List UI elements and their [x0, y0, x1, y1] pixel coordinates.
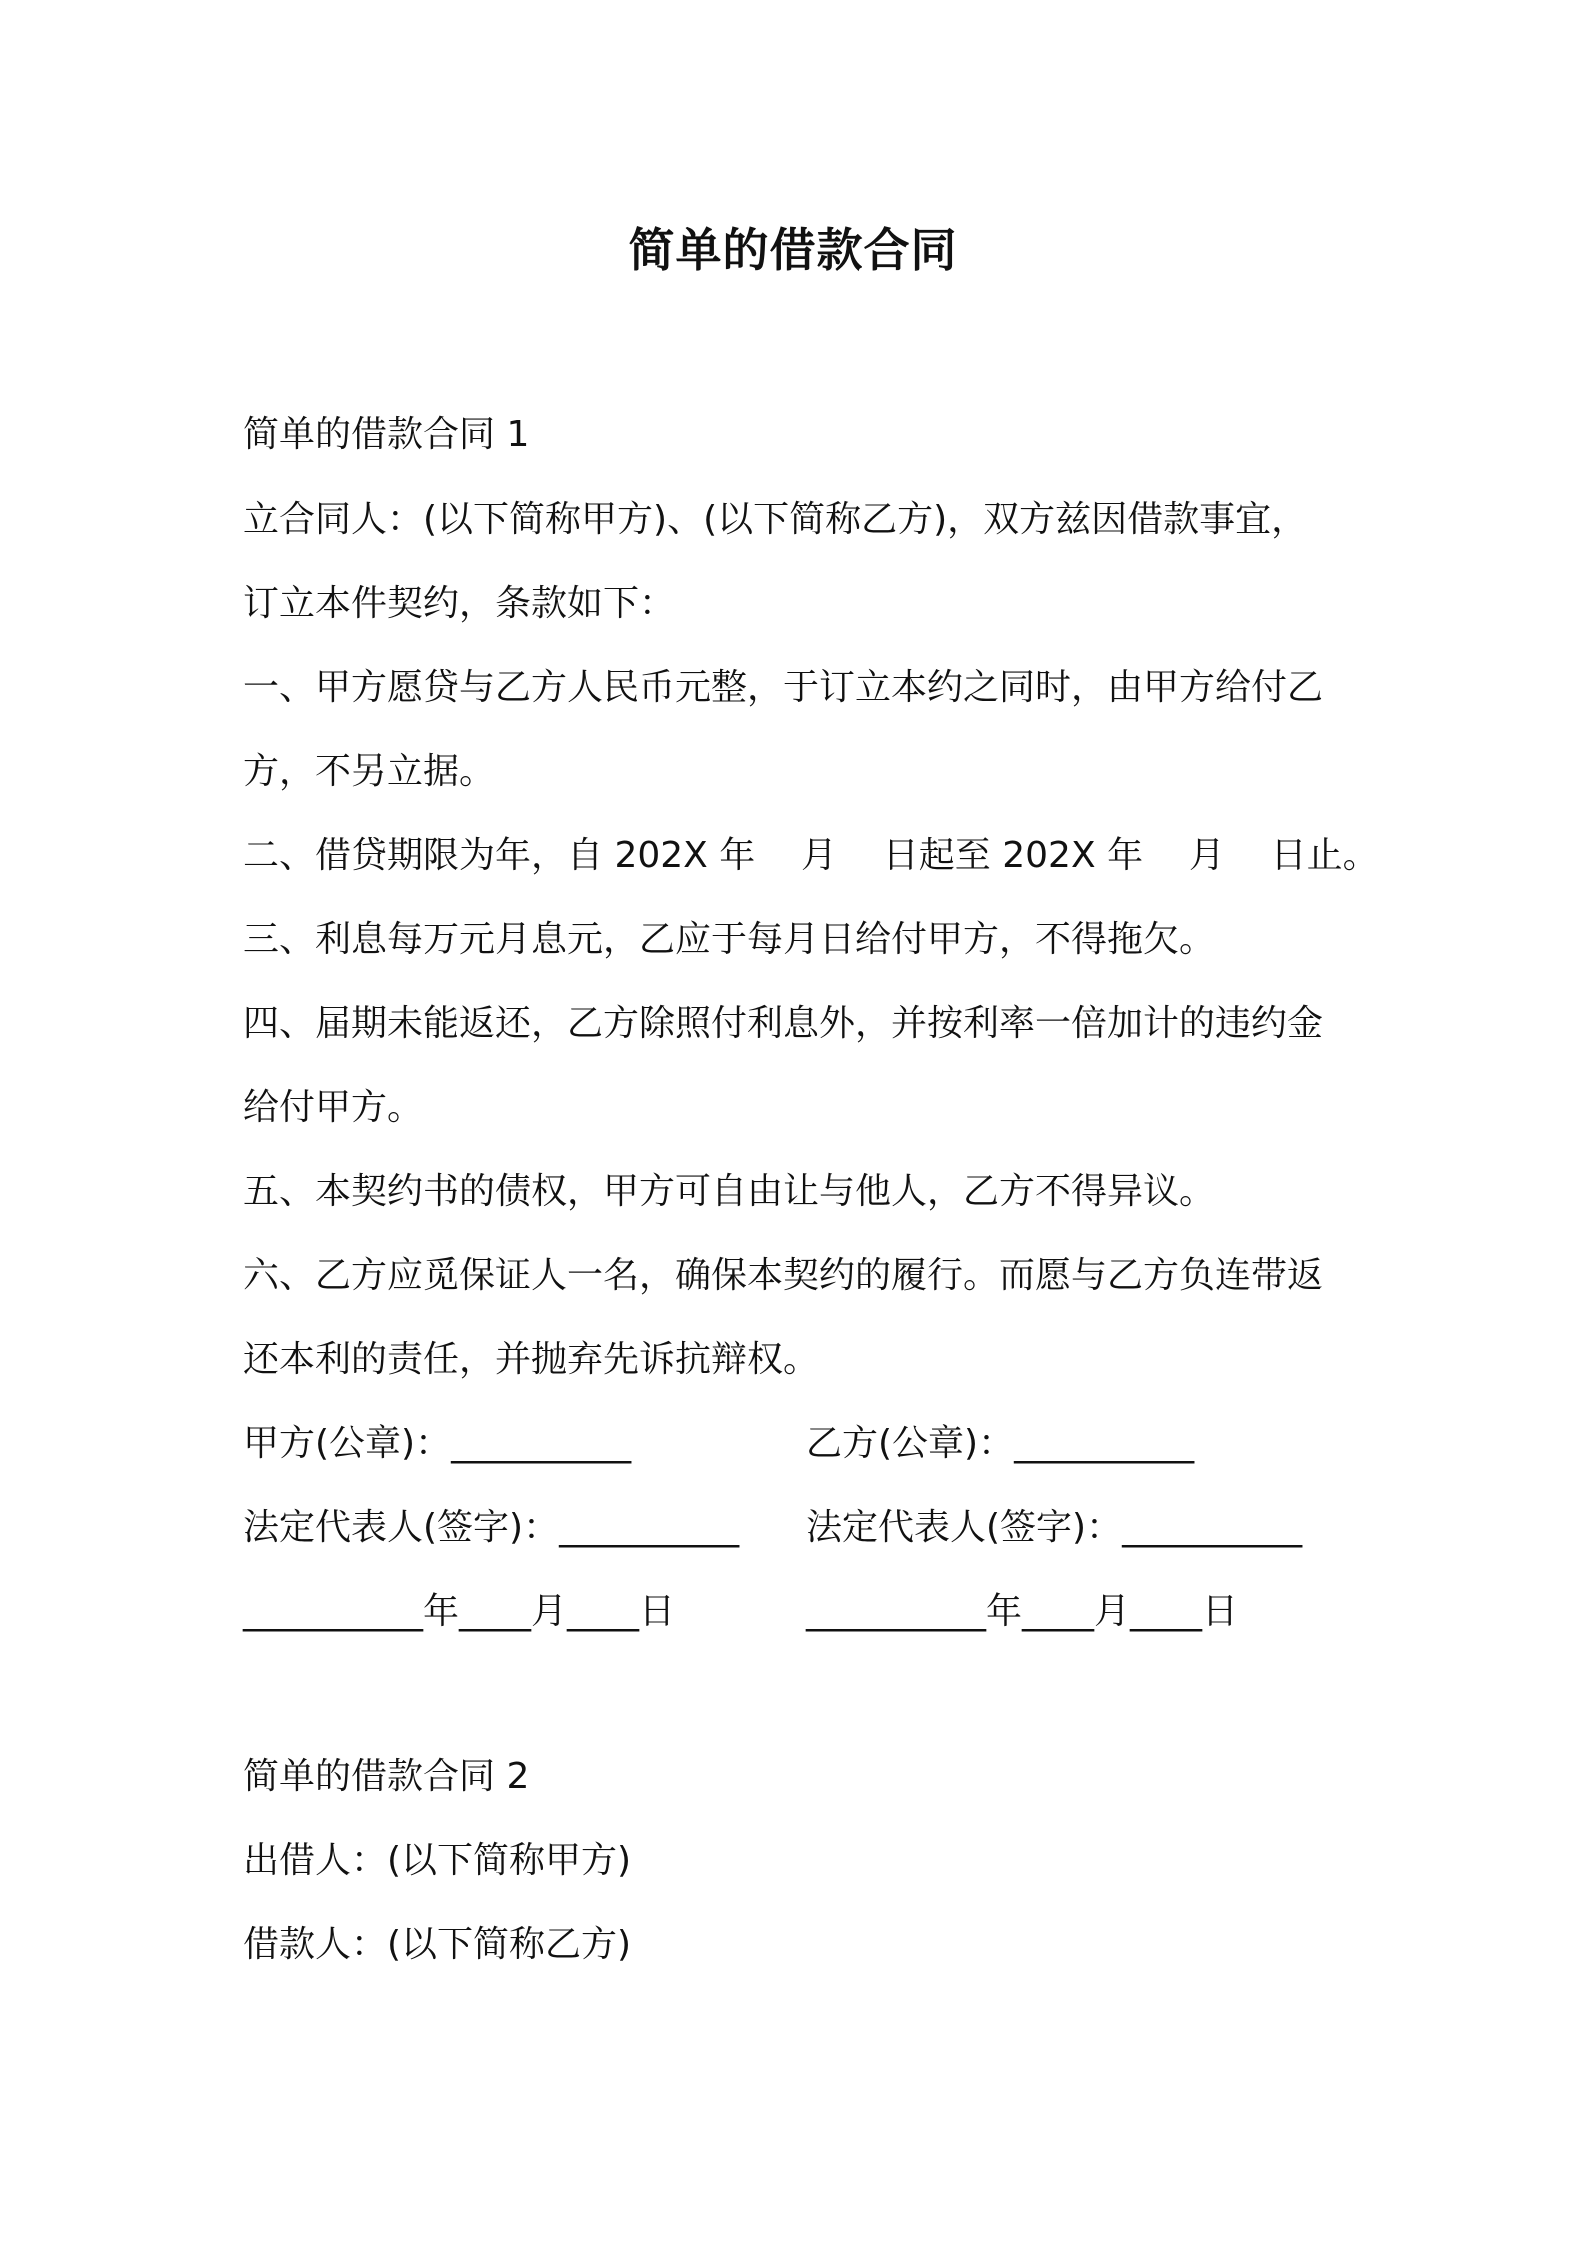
contract1-paragraph-line: 订立本件契约，条款如下： — [243, 583, 676, 624]
contract1-clause-2: 二、借贷期限为年，自 202X 年 月 日起至 202X 年 月 日止。 — [243, 835, 1379, 876]
contract1-clause-3: 三、利息每万元月息元，乙应于每月日给付甲方，不得拖欠。 — [243, 919, 1216, 960]
contract1-paragraph-line: 立合同人：(以下简称甲方)、(以下简称乙方)，双方兹因借款事宜， — [243, 499, 1308, 540]
party-b-representative-field: 法定代表人(签字)：__________ — [806, 1507, 1303, 1548]
party-b-date-field: __________年____月____日 — [806, 1591, 1238, 1632]
party-a-date-field: __________年____月____日 — [243, 1591, 675, 1632]
contract2-lender: 出借人：(以下简称甲方) — [243, 1840, 632, 1881]
contract1-clause-1-line: 方，不另立据。 — [243, 751, 496, 792]
contract1-clause-1-line: 一、甲方愿贷与乙方人民币元整，于订立本约之同时，由甲方给付乙 — [243, 667, 1324, 708]
document-title: 简单的借款合同 — [628, 223, 958, 277]
contract1-clause-5: 五、本契约书的债权，甲方可自由让与他人，乙方不得异议。 — [243, 1171, 1216, 1212]
party-b-seal-field: 乙方(公章)：__________ — [806, 1423, 1195, 1464]
contract1-clause-4-line: 四、届期未能返还，乙方除照付利息外，并按利率一倍加计的违约金 — [243, 1003, 1324, 1044]
party-a-representative-field: 法定代表人(签字)：__________ — [243, 1507, 740, 1548]
contract1-clause-4-line: 给付甲方。 — [243, 1087, 424, 1128]
contract2-borrower: 借款人：(以下简称乙方) — [243, 1924, 632, 1965]
contract2-heading: 简单的借款合同 2 — [243, 1756, 530, 1797]
contract1-clause-6-line: 还本利的责任，并抛弃先诉抗辩权。 — [243, 1339, 820, 1380]
party-a-seal-field: 甲方(公章)：__________ — [243, 1423, 632, 1464]
contract1-clause-6-line: 六、乙方应觅保证人一名，确保本契约的履行。而愿与乙方负连带返 — [243, 1255, 1324, 1296]
contract1-heading: 简单的借款合同 1 — [243, 414, 530, 455]
